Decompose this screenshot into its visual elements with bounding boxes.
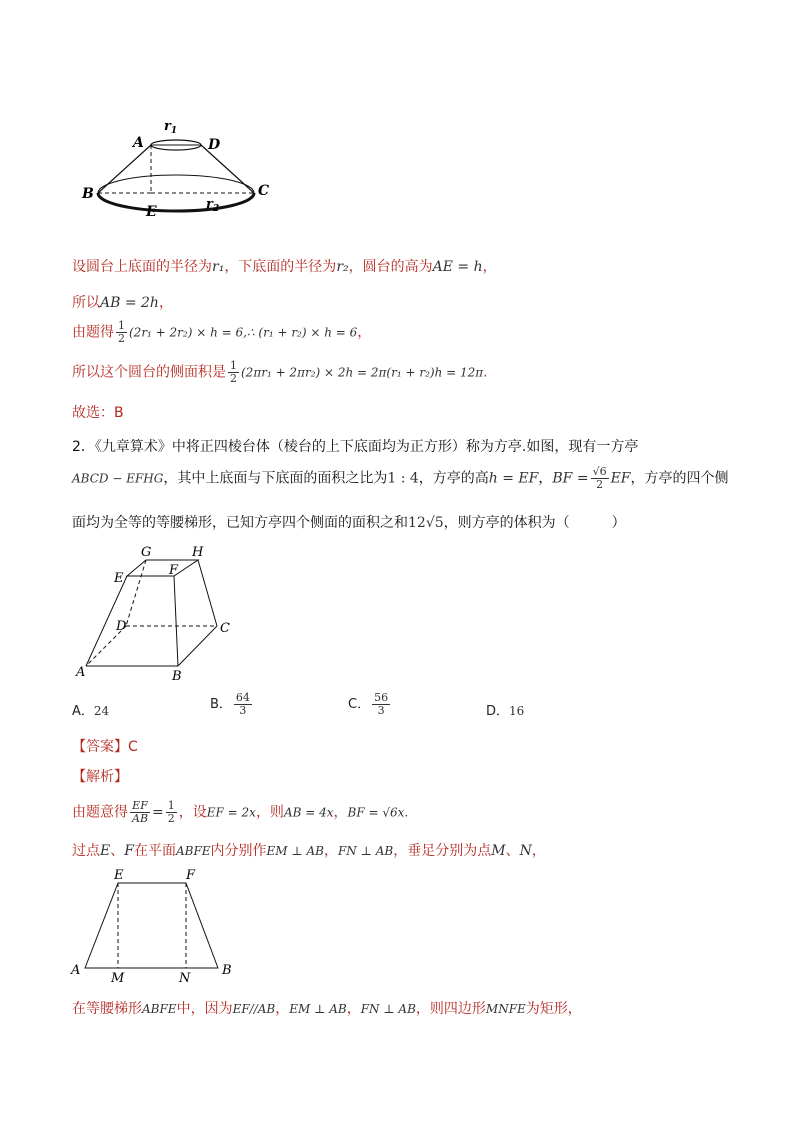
math-h: h = EF: [488, 470, 539, 487]
math-area: (2πr₁ + 2πr₂) × 2h = 2π(r₁ + r₂)h = 12π: [241, 365, 484, 380]
answer-label: 【答案】: [72, 739, 128, 755]
answer-value: C: [128, 739, 138, 755]
option-a[interactable]: A．24: [72, 704, 110, 719]
label-B: B: [222, 963, 232, 978]
text: ，: [158, 295, 173, 311]
square-frustum-figure: [74, 544, 244, 684]
text: ，: [357, 324, 372, 341]
math-r1: r₁: [212, 259, 225, 275]
label-C: C: [220, 621, 230, 636]
fraction-sqrt6-2: $\frac{√6}{2}$: [592, 465, 607, 491]
math-12sqrt5: 12√5: [408, 515, 444, 531]
fraction-ef-ab: $\frac{EF}{AB}$: [132, 799, 149, 825]
sol1-line4: [72, 360, 488, 385]
label-F: F: [169, 563, 179, 578]
option-c[interactable]: C． $\frac{56}{3}$: [348, 691, 389, 717]
label-A: A: [71, 963, 81, 978]
label-C: C: [258, 183, 270, 199]
label-M: M: [111, 971, 125, 986]
text: ，则方亭的体积为（ ）: [443, 515, 626, 531]
trapezoid-figure: [68, 866, 248, 986]
option-b[interactable]: B． $\frac{64}{3}$: [210, 691, 250, 717]
q2-line1: 2．《九章算术》中将正四棱台体（棱台的上下底面均为正方形）称为方亭.如图，现有一方亭: [72, 439, 639, 455]
text: 由题得: [72, 324, 114, 341]
text: 所以这个圆台的侧面积是: [72, 364, 226, 381]
label-B: B: [172, 669, 182, 684]
math-bf: BF =: [552, 470, 589, 487]
text: ，其中上底面与下底面的面积之比为: [163, 470, 388, 487]
text: 面均为全等的等腰梯形，已知方亭四个侧面的面积之和: [72, 515, 408, 531]
fraction-half: $\frac{1}{2}$: [118, 319, 125, 345]
text: .: [483, 364, 488, 381]
trapezoid-ABFE: [85, 883, 218, 968]
label-E: E: [114, 868, 124, 883]
label-N: N: [179, 971, 191, 986]
edge-HC: [198, 560, 217, 626]
q2-line3: [72, 512, 626, 532]
slant-left: [98, 145, 151, 193]
math-r2: r₂: [336, 259, 349, 275]
edge-BC: [178, 626, 217, 666]
analysis-line1: [72, 800, 408, 825]
math-bf: BF = √6x.: [347, 805, 409, 820]
math-ae: AE = h: [432, 259, 483, 275]
bottom-ellipse-front: [98, 193, 254, 211]
text: ，下底面的半径为: [224, 259, 337, 275]
text: ，: [333, 804, 348, 821]
sol1-line3: [72, 320, 371, 345]
label-G: G: [141, 545, 152, 560]
math-ef: EF: [610, 470, 631, 487]
text: ，则: [255, 804, 284, 821]
eq: =: [152, 804, 164, 821]
text: ，: [482, 259, 497, 275]
label-F: F: [186, 868, 196, 883]
edge-GD: [126, 560, 146, 626]
frustum-cone-figure: [78, 115, 288, 225]
sol1-line2: [72, 292, 173, 312]
text: ，方亭的四个侧: [630, 470, 729, 487]
analysis-label: 【解析】: [72, 769, 128, 785]
q2-line2: [72, 466, 729, 491]
label-E: E: [114, 571, 124, 586]
math-ratio: 1 : 4: [387, 470, 419, 487]
analysis-line3: 在等腰梯形ABFE中，因为EF//AB，EM ⊥ AB，FN ⊥ AB，则四边形MNFE为矩形，: [72, 1001, 582, 1017]
analysis-line2: 过点E、F在平面ABFE内分别作EM ⊥ AB，FN ⊥ AB，垂足分别为点M、N，: [72, 843, 546, 859]
label-E: E: [146, 204, 157, 220]
text: ，圆台的高为: [348, 259, 433, 275]
answer-line: [72, 736, 138, 756]
label-A: A: [133, 135, 144, 151]
label-D: D: [116, 619, 127, 634]
bottom-ellipse-back: [98, 175, 254, 193]
label-A: A: [76, 665, 86, 680]
edge-FB: [174, 576, 178, 666]
math-eq: (2r₁ + 2r₂) × h = 6,∴ (r₁ + r₂) × h = 6: [129, 325, 358, 340]
label-H: H: [192, 545, 204, 560]
math-ef: EF = 2x: [206, 805, 256, 820]
label-r1: $r_1$: [164, 119, 178, 136]
math-ab: AB = 4x: [283, 805, 334, 820]
top-face: [127, 560, 198, 576]
label-B: B: [82, 186, 94, 202]
label-r2: $r_2$: [206, 197, 220, 214]
sol1-line5: 故选：B: [72, 405, 124, 421]
text: ，方亭的高: [418, 470, 489, 487]
fraction-half: $\frac{1}{2}$: [230, 359, 237, 385]
text: ，: [538, 470, 553, 487]
fraction-half: $\frac{1}{2}$: [167, 799, 175, 825]
text: 设圆台上底面的半径为: [72, 259, 212, 275]
text: 所以: [72, 295, 100, 311]
label-D: D: [208, 137, 221, 153]
text: ，设: [178, 804, 207, 821]
text: 由题意得: [72, 804, 128, 821]
math-abcd: ABCD − EFHG: [72, 471, 164, 486]
math-ab: AB = 2h: [100, 295, 159, 311]
option-d[interactable]: D．16: [486, 704, 525, 719]
sol1-line1: [72, 256, 497, 276]
